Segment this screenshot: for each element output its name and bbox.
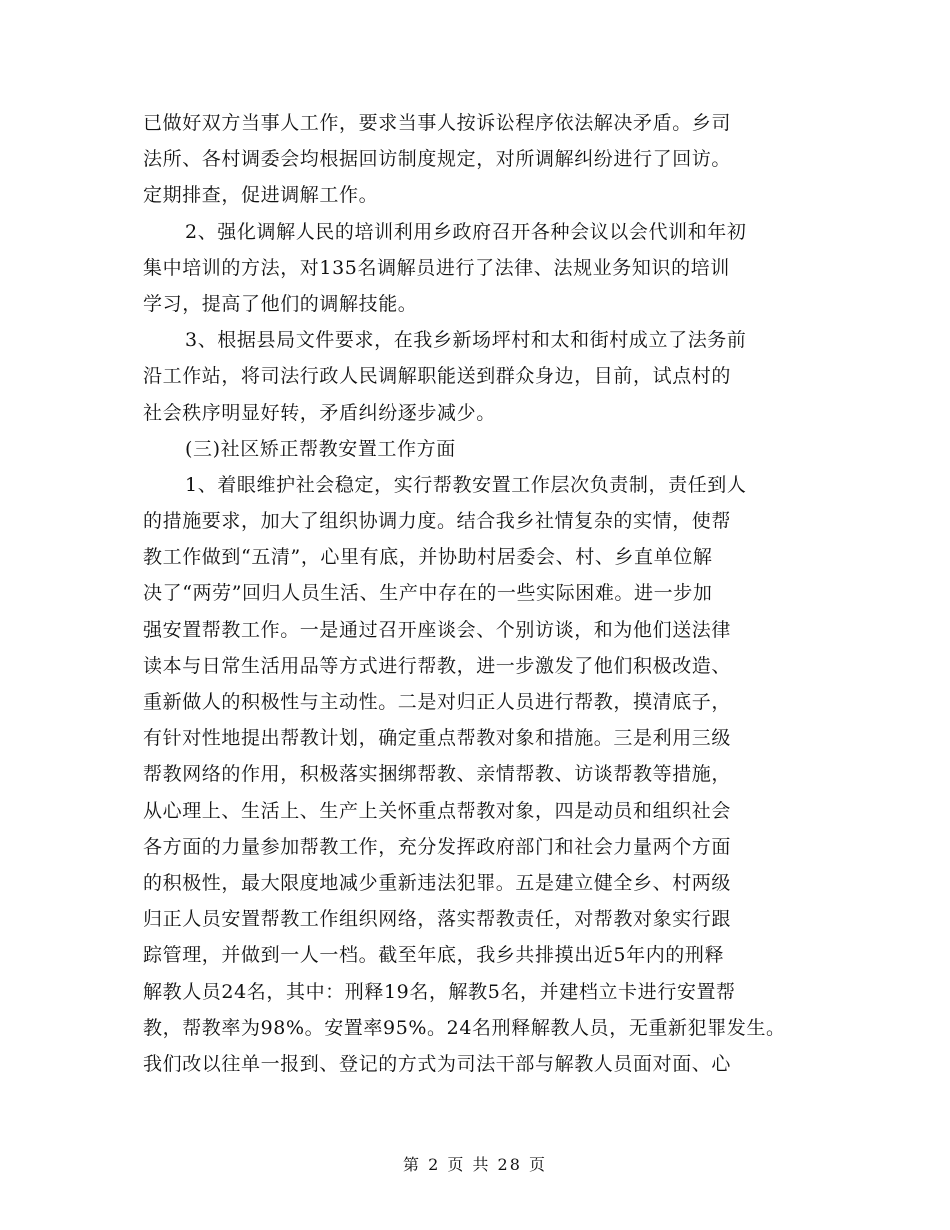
text-line: 重新做人的积极性与主动性。二是对归正人员进行帮教，摸清底子， <box>143 691 732 713</box>
text-line: 的积极性，最大限度地减少重新违法犯罪。五是建立健全乡、村两级 <box>143 871 732 894</box>
text-line: 各方面的力量参加帮教工作，充分发挥政府部门和社会力量两个方面 <box>143 835 732 858</box>
text-line: 我们改以往单一报到、登记的方式为司法干部与解教人员面对面、心 <box>143 1052 732 1075</box>
text-line: 3、根据县局文件要求，在我乡新场坪村和太和街村成立了法务前 <box>185 329 747 352</box>
text-line: 2、强化调解人民的培训利用乡政府召开各种会议以会代训和年初 <box>185 220 747 243</box>
text-line: 集中培训的方法，对135名调解员进行了法律、法规业务知识的培训 <box>143 256 730 279</box>
text-line: 定期排查，促进调解工作。 <box>143 184 379 207</box>
text-line: 从心理上、生活上、生产上关怀重点帮教对象，四是动员和组织社会 <box>143 799 732 822</box>
text-line: 有针对性地提出帮教计划，确定重点帮教对象和措施。三是利用三级 <box>143 727 732 750</box>
text-line: 踪管理，并做到一人一档。截至年底，我乡共排摸出近5年内的刑释 <box>143 944 725 967</box>
text-line: 1、着眼维护社会稳定，实行帮教安置工作层次负责制，责任到人 <box>185 473 747 496</box>
text-line: 决了“两劳”回归人员生活、生产中存在的一些实际困难。进一步加 <box>143 582 713 605</box>
page-number-footer: 第 2 页 共 28 页 <box>403 1155 547 1174</box>
body-text <box>143 105 823 1082</box>
text-line: 沿工作站，将司法行政人民调解职能送到群众身边，目前，试点村的 <box>143 365 732 388</box>
text-line: 社会秩序明显好转，矛盾纠纷逐步减少。 <box>143 401 496 424</box>
text-line: 教，帮教率为98%。安置率95%。24名刑释解教人员，无重新犯罪发生。 <box>143 1016 786 1039</box>
text-line: 解教人员24名，其中：刑释19名，解教5名，并建档立卡进行安置帮 <box>143 980 736 1003</box>
text-line: 读本与日常生活用品等方式进行帮教，进一步激发了他们积极改造、 <box>143 654 732 677</box>
text-line: 的措施要求，加大了组织协调力度。结合我乡社情复杂的实情，使帮 <box>143 510 732 533</box>
text-line: 帮教网络的作用，积极落实捆绑帮教、亲情帮教、访谈帮教等措施， <box>143 763 732 786</box>
text-line: 已做好双方当事人工作，要求当事人按诉讼程序依法解决矛盾。乡司 <box>143 112 732 134</box>
text-line: 强安置帮教工作。一是通过召开座谈会、个别访谈，和为他们送法律 <box>143 618 732 641</box>
text-line: 归正人员安置帮教工作组织网络，落实帮教责任，对帮教对象实行跟 <box>143 908 732 931</box>
text-line: 法所、各村调委会均根据回访制度规定，对所调解纠纷进行了回访。 <box>143 148 732 171</box>
text-line: 教工作做到“五清”，心里有底，并协助村居委会、村、乡直单位解 <box>143 546 713 569</box>
text-line: 学习，提高了他们的调解技能。 <box>143 292 418 315</box>
section-heading: (三)社区矫正帮教安置工作方面 <box>185 437 456 460</box>
